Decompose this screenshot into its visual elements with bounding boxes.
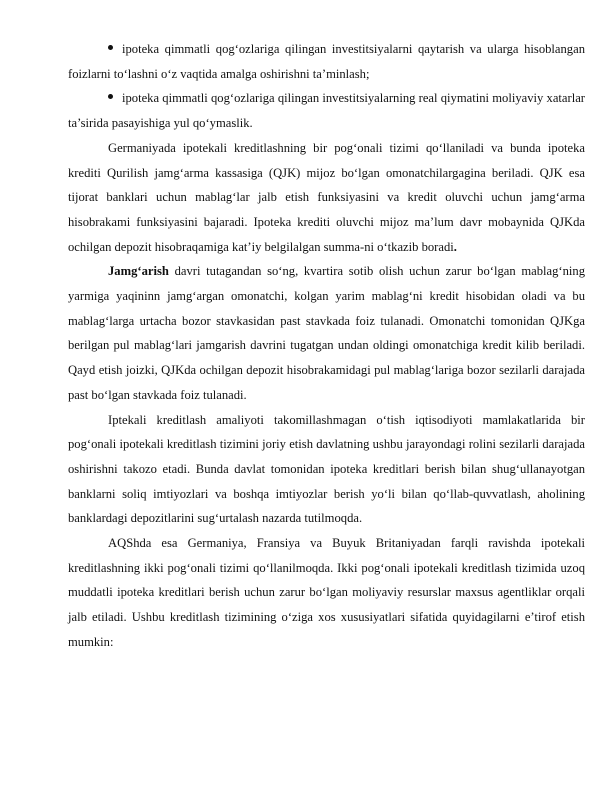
paragraph-germany <box>68 136 585 260</box>
bullet-text-2: ipoteka qimmatli qog‘ozlariga qilingan investitsiyalarning real qiymatini moliyaviy xatarlar ta’sirida pasayishiga yul qo‘ymaslik. <box>68 91 585 131</box>
bullet-item-2 <box>68 86 585 135</box>
paragraph-usa <box>68 531 585 655</box>
bullet-item-1 <box>68 37 585 86</box>
paragraph-transition <box>68 408 585 532</box>
bullet-text-1: ipoteka qimmatli qog‘ozlariga qilingan investitsiyalarni qaytarish va ularga hisoblangan foizlarni to‘lashni o‘z vaqtida amalga oshirishni ta’minlash; <box>68 42 585 81</box>
paragraph-transition-text: Iptekali kreditlash amaliyoti takomillashmagan o‘tish iqtisodiyoti mamlakatlarida bir pog‘onali ipotekali kreditlash tizimini joriy etish davlatning ushbu jarayondagi rolini sezilarli darajada oshirishni takozo etadi. Bunda davlat tomonidan ipoteka kreditlari berish bilan shug‘ullanayotgan banklarni soliq imtiyozlari va boshqa imtiyozlar berish yo‘li bilan qo‘llab-quvvatlash, aholining banklardagi depozitlarini sug‘urtalash nazarda tutilmoqda. <box>68 412 585 526</box>
paragraph-germany-end: . <box>453 239 457 254</box>
bullet-dot-icon <box>108 45 113 50</box>
paragraph-germany-text: Germaniyada ipotekali kreditlashning bir pog‘onali tizimi qo‘llaniladi va bunda ipoteka krediti Qurilish jamg‘arma kassasiga (QJK) mijoz bo‘lgan omonatchilargagina beriladi. QJK esa tijorat banklari uchun mablag‘lar jalb etish funksiyasini va kredit oluvchi uchun jamg‘arma hisobrakami funksiyasini bajaradi. Ipoteka krediti oluvchi mijoz ma’lum davr mobaynida QJKda ochilgan depozit hisobraqamiga kat’iy belgilalgan summa-ni o‘tkazib boradi <box>68 140 585 254</box>
document-page <box>68 37 585 655</box>
paragraph-savings-lead: Jamg‘arish <box>108 264 169 279</box>
bullet-dot-icon <box>108 94 113 99</box>
paragraph-savings <box>68 259 585 407</box>
paragraph-usa-text: AQShda esa Germaniya, Fransiya va Buyuk Britaniyadan farqli ravishda ipotekali kreditlashning ikki pog‘onali tizimi qo‘llanilmoqda. Ikki pog‘onali ipotekali kreditlash tizimida uzoq muddatli ipoteka kreditlari berish uchun zarur bo‘lgan moliyaviy resurslar maxsus agentliklar orqali jalb etiladi. Ushbu kreditlash tizimining o‘ziga xos xususiyatlari sifatida quyidagilarni e’tirof etish mumkin: <box>68 536 585 649</box>
paragraph-savings-text: davri tutagandan so‘ng, kvartira sotib olish uchun zarur bo‘lgan mablag‘ning yarmiga yaqininn jamg‘argan omonatchi, kolgan yarim mablag‘ni kredit hisobidan oladi va bu mablag‘larga urtacha bozor stavkasidan past stavkada foiz tulanadi. Omonatchi tomonidan QJKga berilgan pul mablag‘lari jamgarish davrini tugatgan undan oldingi omonatchiga kredit kilib beriladi. Qayd etish joizki, QJKda ochilgan depozit hisobrakamidagi pul mablag‘lariga bozor sezilarli darajada past bo‘lgan stavkada foiz tulanadi. <box>68 264 585 402</box>
